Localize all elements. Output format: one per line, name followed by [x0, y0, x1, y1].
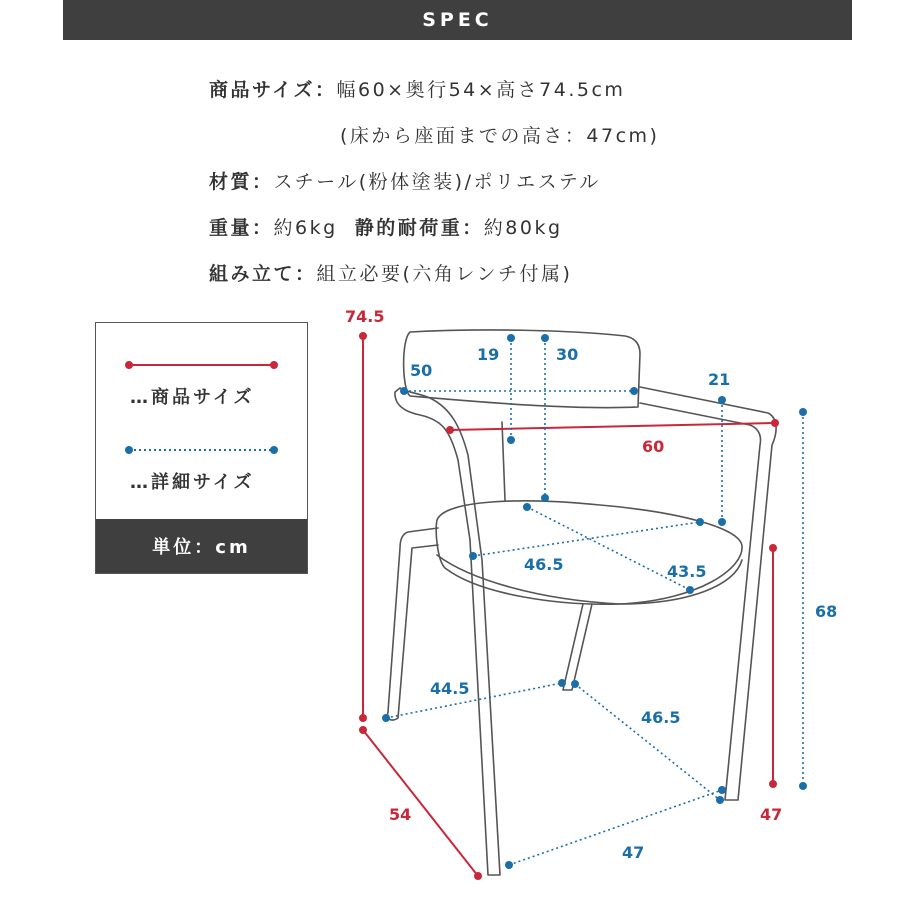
dot: [507, 334, 515, 342]
dot: [630, 387, 638, 395]
dot: [382, 714, 390, 722]
spec-title: SPEC: [422, 9, 493, 31]
label-backrest-width: 50: [410, 361, 433, 380]
seat-height-dot-bottom: [769, 780, 777, 788]
dot: [400, 387, 408, 395]
width-dot-left: [446, 426, 454, 434]
label-depth: 54: [389, 805, 412, 824]
dot: [696, 518, 704, 526]
base-depth-right-line: [575, 684, 720, 800]
dot: [571, 680, 579, 688]
load-value: 約80kg: [483, 217, 563, 239]
label-seat-width: 46.5: [524, 555, 564, 574]
dot: [718, 396, 726, 404]
label-backrest-height: 19: [477, 345, 500, 364]
label-armrest-depth: 21: [708, 370, 731, 389]
label-back-to-seat: 30: [556, 345, 579, 364]
depth-dot-top: [359, 726, 367, 734]
base-depth-left-line: [386, 683, 562, 718]
label-base-depth-left: 44.5: [430, 679, 470, 698]
size-value: 幅60×奥行54×高さ74.5cm: [336, 79, 626, 101]
seat-height-dot-top: [769, 544, 777, 552]
dot: [799, 408, 807, 416]
legend-product-size: …商品サイズ: [130, 387, 255, 408]
label-height: 74.5: [345, 307, 385, 326]
dot: [523, 503, 531, 511]
label-base-width: 47: [622, 843, 645, 862]
dot: [541, 334, 549, 342]
dot: [505, 861, 513, 869]
assembly-value: 組立必要(六角レンチ付属): [316, 263, 573, 285]
base-width-line: [509, 790, 722, 865]
label-seat-height: 47: [760, 805, 783, 824]
chair-back-post: [502, 422, 505, 500]
dot: [718, 786, 726, 794]
dot: [558, 679, 566, 687]
weight-value: 約6kg: [273, 217, 338, 239]
dot: [469, 552, 477, 560]
depth-dot-bottom: [474, 872, 482, 880]
legend-unit: 単位：cm: [152, 537, 251, 558]
width-dot-right: [771, 419, 779, 427]
size-label: 商品サイズ：: [209, 79, 337, 101]
seat-height-note: (床から座面までの高さ：47cm): [340, 125, 660, 147]
height-dot-top: [359, 332, 367, 340]
height-dot-bottom: [359, 714, 367, 722]
chair-rear-left-leg: [563, 604, 592, 690]
label-seat-depth: 43.5: [667, 562, 707, 581]
label-width: 60: [642, 437, 665, 456]
width-line: [450, 423, 775, 430]
material-value: スチール(粉体塗装)/ポリエステル: [273, 171, 601, 193]
dot: [716, 796, 724, 804]
dot: [718, 518, 726, 526]
dot: [541, 494, 549, 502]
chair-backrest: [404, 330, 640, 408]
dot: [686, 586, 694, 594]
chair-left-armrest-front-leg: [395, 388, 500, 875]
dot: [507, 436, 515, 444]
weight-label: 重量：: [209, 217, 274, 239]
chair-outline: [388, 330, 776, 875]
seat-depth-line: [527, 507, 690, 590]
assembly-label: 組み立て：: [209, 263, 317, 285]
legend-detail-size: …詳細サイズ: [130, 472, 255, 493]
depth-line: [363, 730, 478, 876]
label-arm-height: 68: [815, 602, 838, 621]
load-label: 静的耐荷重：: [354, 217, 484, 239]
chair-seat: [436, 501, 742, 604]
material-label: 材質：: [209, 171, 274, 193]
label-base-depth-right: 46.5: [641, 708, 681, 727]
seat-width-line: [473, 522, 700, 556]
dot: [799, 782, 807, 790]
